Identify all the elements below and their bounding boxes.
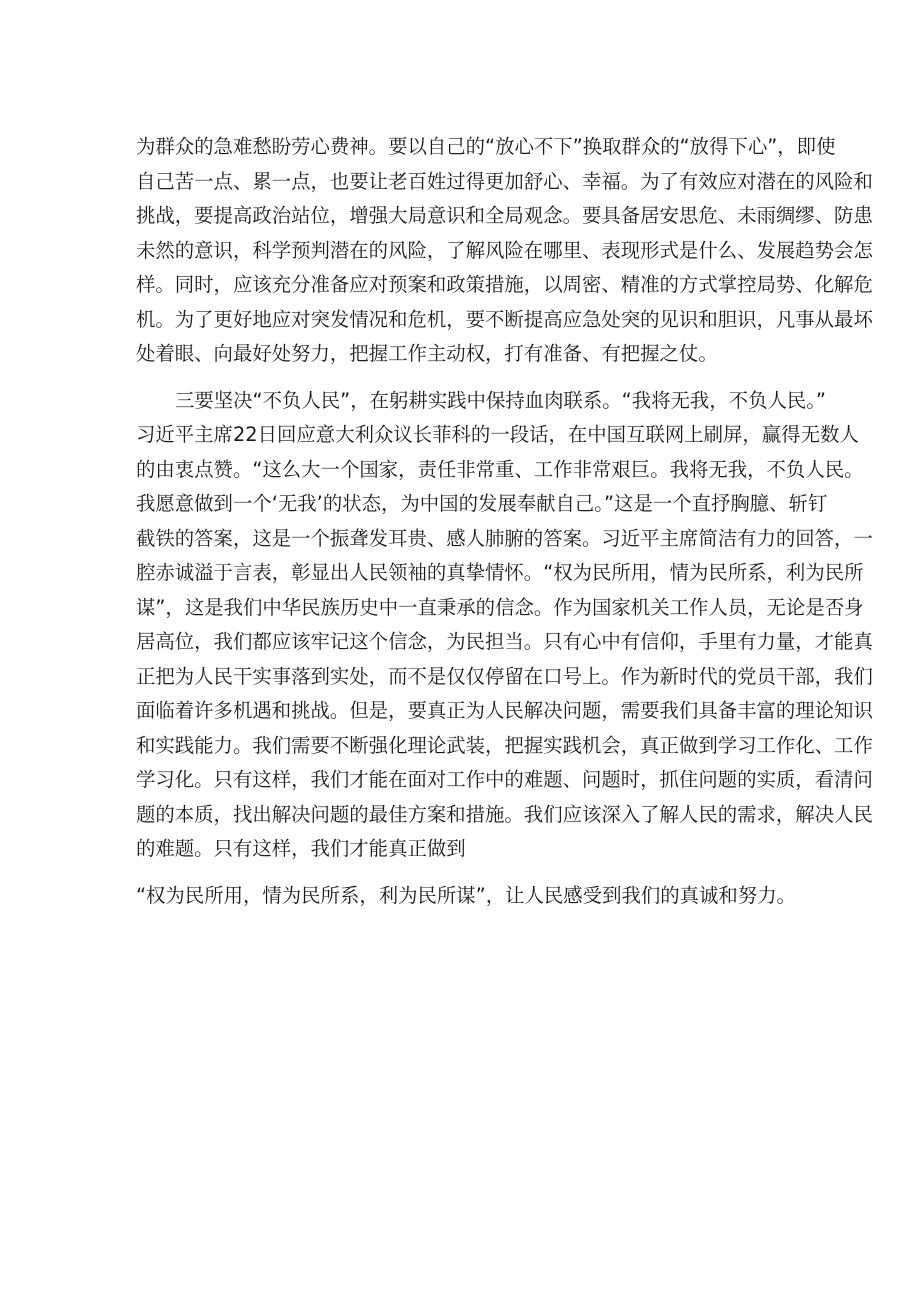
text-line: 截铁的答案，这是一个振聋发耳贵、感人肺腑的答案。习近平主席简洁有力的回答，一: [136, 526, 873, 550]
text-line: 习近平主席22日回应意大利众议长菲科的一段话，在中国互联网上刷屏，赢得无数人: [136, 423, 859, 446]
text-line: 机。为了更好地应对突发情况和危机，要不断提高应急处突的见识和胆识，凡事从最坏: [136, 307, 873, 331]
text-line: 样。同时，应该充分准备应对预案和政策措施，以周密、精准的方式掌控局势、化解危: [136, 273, 873, 296]
text-line: 为群众的急难愁盼劳心费神。要以自己的“放心不下”换取群众的“放得下心”，即使: [136, 135, 836, 158]
text-line: 学习化。只有这样，我们才能在面对工作中的难题、问题时，抓住问题的实质，看清问: [136, 768, 873, 791]
text-line: 腔赤诚溢于言表，彰显出人民领袖的真挚情怀。“权为民所用，情为民所系，利为民所: [136, 561, 864, 584]
text-line: 未然的意识，科学预判潜在的风险，了解风险在哪里、表现形式是什么、发展趋势会怎: [136, 238, 873, 262]
text-line: 居高位，我们都应该牢记这个信念，为民担当。只有心中有信仰，手里有力量，才能真: [136, 630, 873, 653]
paragraph-spacer: [136, 867, 796, 879]
paragraph-2: [136, 384, 873, 867]
body-text: [136, 130, 873, 913]
text-line: 正把为人民干实事落到实处，而不是仅仅停留在口号上。作为新时代的党员干部，我们: [136, 664, 873, 688]
text-line: 自己苦一点、累一点，也要让老百姓过得更加舒心、幸福。为了有效应对潜在的风险和: [136, 169, 873, 193]
text-line: 处着眼、向最好处努力，把握工作主动权，打有准备、有把握之仗。: [136, 342, 718, 365]
text-line: 我愿意做到一个‘无我’的状态，为中国的发展奉献自己。”这是一个直抒胸臆、斩钉: [136, 492, 828, 515]
paragraph-spacer: [136, 372, 796, 384]
text-line: 的难题。只有这样，我们才能真正做到: [136, 837, 466, 860]
final-line: “权为民所用，情为民所系，利为民所谋”，让人民感受到我们的真诚和努力。: [136, 883, 796, 907]
text-line: 和实践能力。我们需要不断强化理论武装，把握实践机会，真正做到学习工作化、工作: [136, 733, 873, 757]
text-line: 的由衷点赞。“这么大一个国家，责任非常重、工作非常艰巨。我将无我，不负人民。: [136, 457, 864, 481]
text-line: 题的本质，找出解决问题的最佳方案和措施。我们应该深入了解人民的需求，解决人民: [136, 802, 873, 826]
text-line: 挑战，要提高政治站位，增强大局意识和全局观念。要具备居安思危、未雨绸缪、防患: [136, 204, 873, 227]
text-line: 谋”，这是我们中华民族历史中一直秉承的信念。作为国家机关工作人员，无论是否身: [136, 595, 864, 619]
paragraph-1: [136, 130, 873, 372]
text-line: 三要坚决“不负人民”，在躬耕实践中保持血肉联系。“我将无我，不负人民。”: [175, 388, 826, 412]
text-line: 面临着许多机遇和挑战。但是，要真正为人民解决问题，需要我们具备丰富的理论知识: [136, 699, 873, 722]
